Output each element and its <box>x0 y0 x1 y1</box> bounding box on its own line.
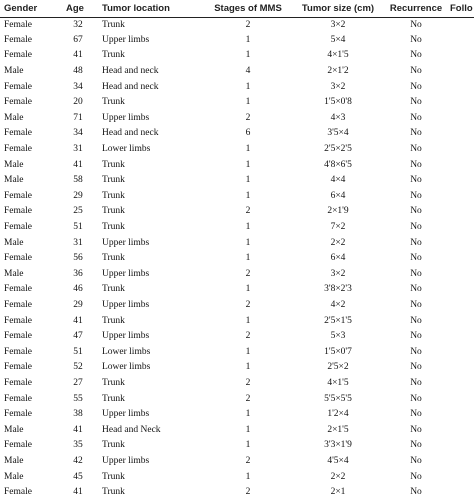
tumor-size-cell: 2×2 <box>330 237 346 248</box>
follow-up-cell <box>446 33 474 49</box>
age-cell: 58 <box>73 175 83 186</box>
tumor-location-cell: Upper limbs <box>102 268 150 279</box>
stage-cell: 1 <box>245 81 251 92</box>
gender-cell: Female <box>4 81 32 92</box>
follow-up-cell <box>446 111 474 127</box>
tumor-location-cell: Trunk <box>102 50 125 61</box>
follow-up-cell <box>446 157 474 173</box>
tumor-size-cell: 4×4 <box>330 175 346 186</box>
age-cell: 52 <box>73 362 83 373</box>
age-cell: 29 <box>73 190 83 201</box>
tumor-size-cell: 4×1'5 <box>327 377 349 388</box>
recurrence-cell: No <box>410 346 422 357</box>
table-row <box>0 344 474 360</box>
gender-cell: Male <box>4 159 24 170</box>
table-row <box>0 235 474 251</box>
gender-cell: Female <box>4 253 32 264</box>
stage-cell: 1 <box>245 222 251 233</box>
tumor-size-cell: 4'5×4 <box>327 455 349 466</box>
tumor-size-cell: 2×1'9 <box>327 206 349 217</box>
age-cell: 41 <box>73 50 83 61</box>
recurrence-cell: No <box>410 440 422 451</box>
column-header-follow-up: Follo <box>450 2 473 14</box>
age-cell: 36 <box>73 268 83 279</box>
follow-up-cell <box>446 438 474 454</box>
stage-cell: 1 <box>245 440 251 451</box>
table-row <box>0 282 474 298</box>
tumor-location-cell: Head and neck <box>102 81 159 92</box>
follow-up-cell <box>446 48 474 64</box>
stage-cell: 1 <box>245 409 251 420</box>
recurrence-cell: No <box>410 66 422 77</box>
follow-up-cell <box>446 142 474 158</box>
tumor-size-cell: 4×3 <box>330 112 346 123</box>
stage-cell: 1 <box>245 237 251 248</box>
table-row <box>0 173 474 189</box>
gender-cell: Female <box>4 97 32 108</box>
table-row <box>0 95 474 111</box>
recurrence-cell: No <box>410 50 422 61</box>
age-cell: 48 <box>73 66 83 77</box>
recurrence-cell: No <box>410 299 422 310</box>
gender-cell: Female <box>4 19 32 30</box>
gender-cell: Male <box>4 237 24 248</box>
tumor-location-cell: Trunk <box>102 440 125 451</box>
recurrence-cell: No <box>410 268 422 279</box>
tumor-location-cell: Upper limbs <box>102 237 150 248</box>
tumor-size-cell: 4'8×6'5 <box>324 159 352 170</box>
stage-cell: 6 <box>245 128 251 139</box>
tumor-location-cell: Trunk <box>102 175 125 186</box>
gender-cell: Female <box>4 409 32 420</box>
tumor-location-cell: Trunk <box>102 159 125 170</box>
tumor-size-cell: 3×2 <box>330 81 346 92</box>
gender-cell: Female <box>4 222 32 233</box>
stage-cell: 1 <box>245 253 251 264</box>
recurrence-cell: No <box>410 222 422 233</box>
table-row <box>0 157 474 173</box>
gender-cell: Female <box>4 315 32 326</box>
tumor-size-cell: 1'2×4 <box>327 409 349 420</box>
follow-up-cell <box>446 64 474 80</box>
tumor-size-cell: 2×2 <box>330 471 346 482</box>
table-row <box>0 313 474 329</box>
follow-up-cell <box>446 329 474 345</box>
stage-cell: 2 <box>245 331 251 342</box>
tumor-location-cell: Lower limbs <box>102 346 151 357</box>
age-cell: 32 <box>73 19 83 30</box>
gender-cell: Female <box>4 34 32 45</box>
tumor-location-cell: Trunk <box>102 487 125 498</box>
tumor-location-cell: Upper limbs <box>102 112 150 123</box>
follow-up-cell <box>446 407 474 423</box>
tumor-size-cell: 5×3 <box>330 331 346 342</box>
follow-up-cell <box>446 204 474 220</box>
table-row <box>0 391 474 407</box>
tumor-size-cell: 3×2 <box>330 268 346 279</box>
age-cell: 41 <box>73 159 83 170</box>
tumor-location-cell: Upper limbs <box>102 34 150 45</box>
stage-cell: 1 <box>245 362 251 373</box>
stage-cell: 1 <box>245 346 251 357</box>
gender-cell: Female <box>4 440 32 451</box>
column-header-recurrence: Recurrence <box>389 2 443 14</box>
tumor-location-cell: Upper limbs <box>102 409 150 420</box>
age-cell: 55 <box>73 393 83 404</box>
table-row <box>0 407 474 423</box>
tumor-size-cell: 2×1 <box>330 487 346 498</box>
tumor-location-cell: Trunk <box>102 97 125 108</box>
age-cell: 35 <box>73 440 83 451</box>
tumor-size-cell: 6×4 <box>330 253 346 264</box>
table-row <box>0 33 474 49</box>
gender-cell: Male <box>4 175 24 186</box>
follow-up-cell <box>446 17 474 33</box>
gender-cell: Female <box>4 144 32 155</box>
stage-cell: 1 <box>245 159 251 170</box>
tumor-size-cell: 7×2 <box>330 222 346 233</box>
table-row <box>0 64 474 80</box>
tumor-size-cell: 2'5×2'5 <box>324 144 352 155</box>
table-body <box>0 17 474 500</box>
gender-cell: Female <box>4 393 32 404</box>
tumor-location-cell: Trunk <box>102 222 125 233</box>
tumor-location-cell: Trunk <box>102 315 125 326</box>
gender-cell: Male <box>4 112 24 123</box>
table-row <box>0 142 474 158</box>
tumor-size-cell: 2'5×2 <box>327 362 349 373</box>
tumor-size-cell: 1'5×0'8 <box>324 97 352 108</box>
age-cell: 29 <box>73 299 83 310</box>
table-row <box>0 298 474 314</box>
header-row <box>0 0 474 17</box>
table-row <box>0 422 474 438</box>
gender-cell: Female <box>4 190 32 201</box>
follow-up-cell <box>446 235 474 251</box>
gender-cell: Female <box>4 362 32 373</box>
tumor-size-cell: 3'3×1'9 <box>324 440 352 451</box>
gender-cell: Female <box>4 331 32 342</box>
tumor-size-cell: 5×4 <box>330 34 346 45</box>
stage-cell: 1 <box>245 424 251 435</box>
follow-up-cell <box>446 360 474 376</box>
stage-cell: 1 <box>245 315 251 326</box>
stage-cell: 2 <box>245 112 251 123</box>
tumor-location-cell: Head and Neck <box>102 424 161 435</box>
follow-up-cell <box>446 391 474 407</box>
follow-up-cell <box>446 344 474 360</box>
column-header-age: Age <box>66 2 84 14</box>
stage-cell: 2 <box>245 393 251 404</box>
recurrence-cell: No <box>410 393 422 404</box>
tumor-location-cell: Upper limbs <box>102 331 150 342</box>
tumor-size-cell: 2'5×1'5 <box>324 315 352 326</box>
follow-up-cell <box>446 485 474 500</box>
table-row <box>0 48 474 64</box>
gender-cell: Female <box>4 299 32 310</box>
recurrence-cell: No <box>410 34 422 45</box>
age-cell: 45 <box>73 471 83 482</box>
follow-up-cell <box>446 267 474 283</box>
follow-up-cell <box>446 376 474 392</box>
stage-cell: 2 <box>245 19 251 30</box>
stage-cell: 2 <box>245 299 251 310</box>
stage-cell: 1 <box>245 190 251 201</box>
recurrence-cell: No <box>410 237 422 248</box>
follow-up-cell <box>446 173 474 189</box>
tumor-location-cell: Trunk <box>102 471 125 482</box>
age-cell: 20 <box>73 97 83 108</box>
tumor-location-cell: Head and neck <box>102 128 159 139</box>
recurrence-cell: No <box>410 315 422 326</box>
table-row <box>0 111 474 127</box>
recurrence-cell: No <box>410 487 422 498</box>
table-row <box>0 17 474 33</box>
recurrence-cell: No <box>410 455 422 466</box>
gender-cell: Male <box>4 424 24 435</box>
age-cell: 41 <box>73 487 83 498</box>
recurrence-cell: No <box>410 190 422 201</box>
recurrence-cell: No <box>410 362 422 373</box>
gender-cell: Male <box>4 455 24 466</box>
stage-cell: 1 <box>245 471 251 482</box>
tumor-location-cell: Trunk <box>102 19 125 30</box>
age-cell: 56 <box>73 253 83 264</box>
gender-cell: Male <box>4 471 24 482</box>
recurrence-cell: No <box>410 424 422 435</box>
table-row <box>0 204 474 220</box>
follow-up-cell <box>446 189 474 205</box>
stage-cell: 2 <box>245 268 251 279</box>
age-cell: 42 <box>73 455 83 466</box>
recurrence-cell: No <box>410 175 422 186</box>
tumor-size-cell: 3×2 <box>330 19 346 30</box>
age-cell: 47 <box>73 331 83 342</box>
table-row <box>0 469 474 485</box>
tumor-location-cell: Lower limbs <box>102 362 151 373</box>
table-row <box>0 376 474 392</box>
table-row <box>0 251 474 267</box>
follow-up-cell <box>446 313 474 329</box>
age-cell: 38 <box>73 409 83 420</box>
column-header-stages-of-mms: Stages of MMS <box>214 2 282 14</box>
gender-cell: Female <box>4 487 32 498</box>
stage-cell: 1 <box>245 175 251 186</box>
tumor-location-cell: Trunk <box>102 190 125 201</box>
column-header-tumor-location: Tumor location <box>102 2 170 14</box>
follow-up-cell <box>446 126 474 142</box>
stage-cell: 2 <box>245 487 251 498</box>
follow-up-cell <box>446 469 474 485</box>
stage-cell: 2 <box>245 206 251 217</box>
recurrence-cell: No <box>410 112 422 123</box>
tumor-size-cell: 3'8×2'3 <box>324 284 352 295</box>
tumor-location-cell: Trunk <box>102 284 125 295</box>
follow-up-cell <box>446 251 474 267</box>
gender-cell: Female <box>4 206 32 217</box>
follow-up-cell <box>446 95 474 111</box>
tumor-size-cell: 1'5×0'7 <box>324 346 352 357</box>
follow-up-cell <box>446 282 474 298</box>
age-cell: 34 <box>73 128 83 139</box>
tumor-location-cell: Trunk <box>102 253 125 264</box>
gender-cell: Female <box>4 377 32 388</box>
follow-up-cell <box>446 422 474 438</box>
recurrence-cell: No <box>410 206 422 217</box>
table-row <box>0 454 474 470</box>
tumor-size-cell: 2×1'5 <box>327 424 349 435</box>
age-cell: 51 <box>73 346 83 357</box>
tumor-location-cell: Upper limbs <box>102 299 150 310</box>
tumor-location-cell: Trunk <box>102 393 125 404</box>
follow-up-cell <box>446 79 474 95</box>
stage-cell: 4 <box>245 66 251 77</box>
age-cell: 41 <box>73 424 83 435</box>
table-row <box>0 329 474 345</box>
recurrence-cell: No <box>410 128 422 139</box>
stage-cell: 2 <box>245 455 251 466</box>
tumor-location-cell: Trunk <box>102 206 125 217</box>
table-row <box>0 438 474 454</box>
gender-cell: Female <box>4 50 32 61</box>
tumor-location-cell: Head and neck <box>102 66 159 77</box>
stage-cell: 1 <box>245 34 251 45</box>
recurrence-cell: No <box>410 144 422 155</box>
age-cell: 41 <box>73 315 83 326</box>
stage-cell: 1 <box>245 144 251 155</box>
recurrence-cell: No <box>410 19 422 30</box>
column-header-tumor-size: Tumor size (cm) <box>301 2 375 14</box>
table-row <box>0 220 474 236</box>
tumor-size-cell: 3'5×4 <box>327 128 349 139</box>
recurrence-cell: No <box>410 159 422 170</box>
tumor-size-cell: 4×1'5 <box>327 50 349 61</box>
age-cell: 27 <box>73 377 83 388</box>
recurrence-cell: No <box>410 81 422 92</box>
age-cell: 46 <box>73 284 83 295</box>
gender-cell: Female <box>4 128 32 139</box>
table-row <box>0 189 474 205</box>
recurrence-cell: No <box>410 409 422 420</box>
tumor-size-cell: 2×1'2 <box>327 66 349 77</box>
recurrence-cell: No <box>410 97 422 108</box>
tumor-location-cell: Lower limbs <box>102 144 151 155</box>
tumor-location-cell: Upper limbs <box>102 455 150 466</box>
gender-cell: Female <box>4 346 32 357</box>
table-row <box>0 79 474 95</box>
table-row <box>0 360 474 376</box>
tumor-size-cell: 6×4 <box>330 190 346 201</box>
follow-up-cell <box>446 220 474 236</box>
age-cell: 31 <box>73 237 83 248</box>
gender-cell: Female <box>4 284 32 295</box>
age-cell: 51 <box>73 222 83 233</box>
follow-up-cell <box>446 454 474 470</box>
table-header <box>0 0 474 17</box>
gender-cell: Male <box>4 66 24 77</box>
stage-cell: 1 <box>245 97 251 108</box>
recurrence-cell: No <box>410 331 422 342</box>
stage-cell: 1 <box>245 284 251 295</box>
recurrence-cell: No <box>410 284 422 295</box>
age-cell: 25 <box>73 206 83 217</box>
table-row <box>0 267 474 283</box>
table-row <box>0 485 474 500</box>
age-cell: 31 <box>73 144 83 155</box>
tumor-size-cell: 5'5×5'5 <box>324 393 352 404</box>
tumor-location-cell: Trunk <box>102 377 125 388</box>
stage-cell: 2 <box>245 377 251 388</box>
follow-up-cell <box>446 298 474 314</box>
stage-cell: 1 <box>245 50 251 61</box>
recurrence-cell: No <box>410 471 422 482</box>
age-cell: 71 <box>73 112 83 123</box>
tumor-size-cell: 4×2 <box>330 299 346 310</box>
recurrence-cell: No <box>410 253 422 264</box>
age-cell: 67 <box>73 34 83 45</box>
age-cell: 34 <box>73 81 83 92</box>
recurrence-cell: No <box>410 377 422 388</box>
gender-cell: Male <box>4 268 24 279</box>
table-row <box>0 126 474 142</box>
column-header-gender: Gender <box>4 2 38 14</box>
